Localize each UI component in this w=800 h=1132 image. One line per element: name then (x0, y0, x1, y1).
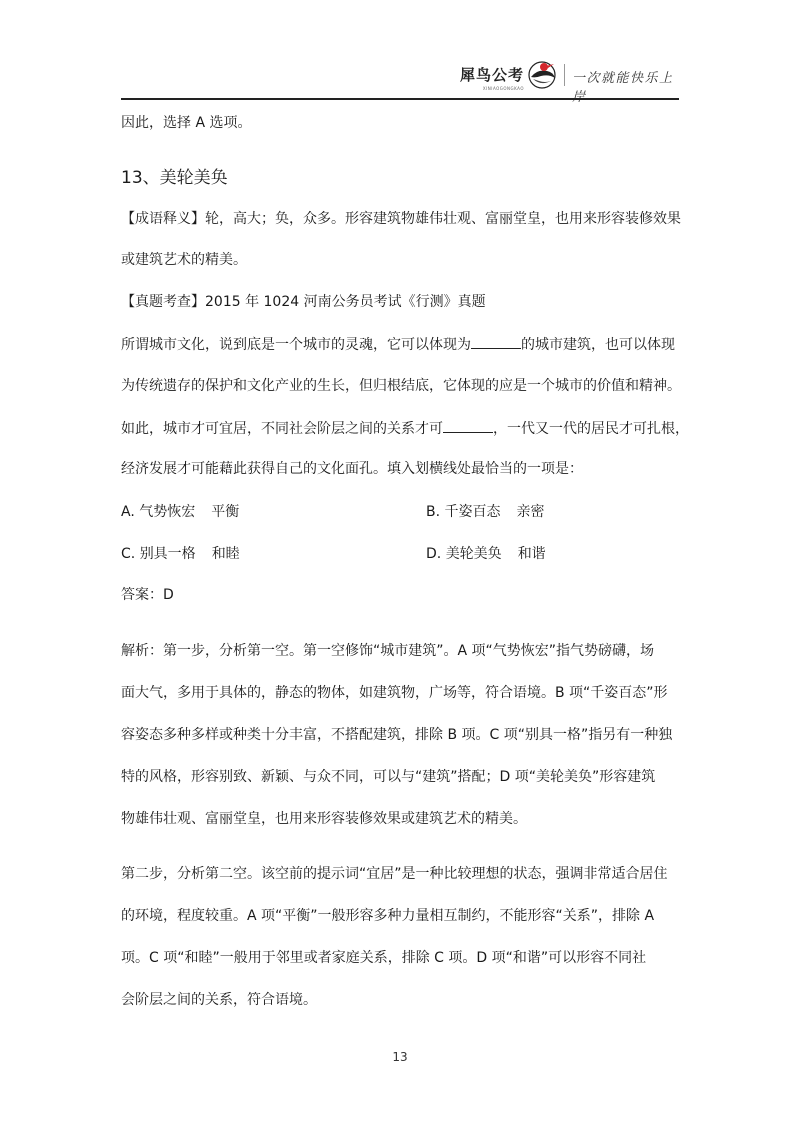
analysis-1-line-2: 面大气，多用于具体的，静态的物体，如建筑物，广场等，符合语境。B 项“千姿百态”形 (121, 685, 668, 701)
option-word-1: 美轮美奂 (445, 546, 502, 562)
page-header (121, 56, 679, 98)
analysis-2-line-1: 第二步，分析第二空。该空前的提示词“宜居”是一种比较理想的状态，强调非常适合居住 (121, 866, 668, 882)
question-text: 如此，城市才可宜居，不同社会阶层之间的关系才可 (121, 421, 443, 437)
option-letter: D. (426, 546, 442, 562)
header-divider (564, 64, 565, 86)
question-line-3 (121, 418, 689, 439)
analysis-1-line-4: 特的风格，形容别致、新颖、与众不同，可以与“建筑”搭配；D 项“美轮美奂”形容建筑 (121, 769, 656, 785)
option-c (121, 544, 240, 564)
option-letter: B. (426, 504, 441, 520)
option-d (426, 544, 546, 564)
brand-subtitle: XINIAOGONGKAO (482, 86, 524, 91)
option-a (121, 502, 239, 522)
previous-conclusion: 因此，选择 A 选项。 (121, 115, 252, 131)
option-word-2: 和谐 (517, 546, 546, 562)
section-heading: 13、美轮美奂 (121, 168, 228, 188)
question-text: ，一代又一代的居民才可扎根， (493, 421, 689, 437)
analysis-2-line-3: 项。C 项“和睦”一般用于邻里或者家庭关系，排除 C 项。D 项“和谐”可以形容不同社 (121, 950, 647, 966)
exam-source: 【真题考查】2015 年 1024 河南公务员考试《行测》真题 (121, 294, 486, 310)
fill-blank (471, 334, 521, 349)
question-line-2: 为传统遗存的保护和文化产业的生长，但归根结底，它体现的应是一个城市的价值和精神。 (121, 378, 681, 394)
option-word-1: 千姿百态 (444, 504, 501, 520)
analysis-1-line-1: 解析：第一步，分析第一空。第一空修饰“城市建筑”。A 项“气势恢宏”指气势磅礴，场 (121, 643, 655, 659)
analysis-2-line-2: 的环境，程度较重。A 项“平衡”一般形容多种力量相互制约，不能形容“关系”，排除 A (121, 908, 655, 924)
answer: 答案：D (121, 587, 174, 603)
analysis-1-line-5: 物雄伟壮观、富丽堂皇，也用来形容装修效果或建筑艺术的精美。 (121, 811, 527, 827)
option-word-2: 和睦 (211, 546, 240, 562)
option-word-2: 亲密 (516, 504, 545, 520)
slogan: 一次就能快乐上 (572, 71, 674, 86)
option-word-2: 平衡 (211, 504, 240, 520)
definition-line-2: 或建筑艺术的精美。 (121, 252, 247, 268)
question-line-1 (121, 334, 675, 355)
fill-blank (443, 418, 493, 433)
definition-line-1: 【成语释义】轮，高大；奂，众多。形容建筑物雄伟壮观、富丽堂皇，也用来形容装修效果 (121, 211, 681, 227)
page-number: 13 (392, 1050, 408, 1064)
option-word-1: 别具一格 (139, 546, 196, 562)
question-line-4: 经济发展才可能藉此获得自己的文化面孔。填入划横线处最恰当的一项是： (121, 461, 583, 477)
question-text: 所谓城市文化，说到底是一个城市的灵魂，它可以体现为 (121, 337, 471, 353)
brand-block (444, 64, 524, 91)
option-letter: C. (121, 546, 136, 562)
analysis-1-line-3: 容姿态多种多样或种类十分丰富，不搭配建筑，排除 B 项。C 项“别具一格”指另有一种独 (121, 727, 673, 743)
header-rule (121, 98, 679, 100)
option-letter: A. (121, 504, 135, 520)
option-b (426, 502, 545, 522)
option-word-1: 气势恢宏 (139, 504, 196, 520)
hornbill-logo-icon (527, 59, 557, 89)
brand-name: 犀鸟公考 (459, 66, 524, 84)
question-text: 的城市建筑，也可以体现 (521, 337, 675, 353)
analysis-2-line-4: 会阶层之间的关系，符合语境。 (121, 992, 317, 1008)
